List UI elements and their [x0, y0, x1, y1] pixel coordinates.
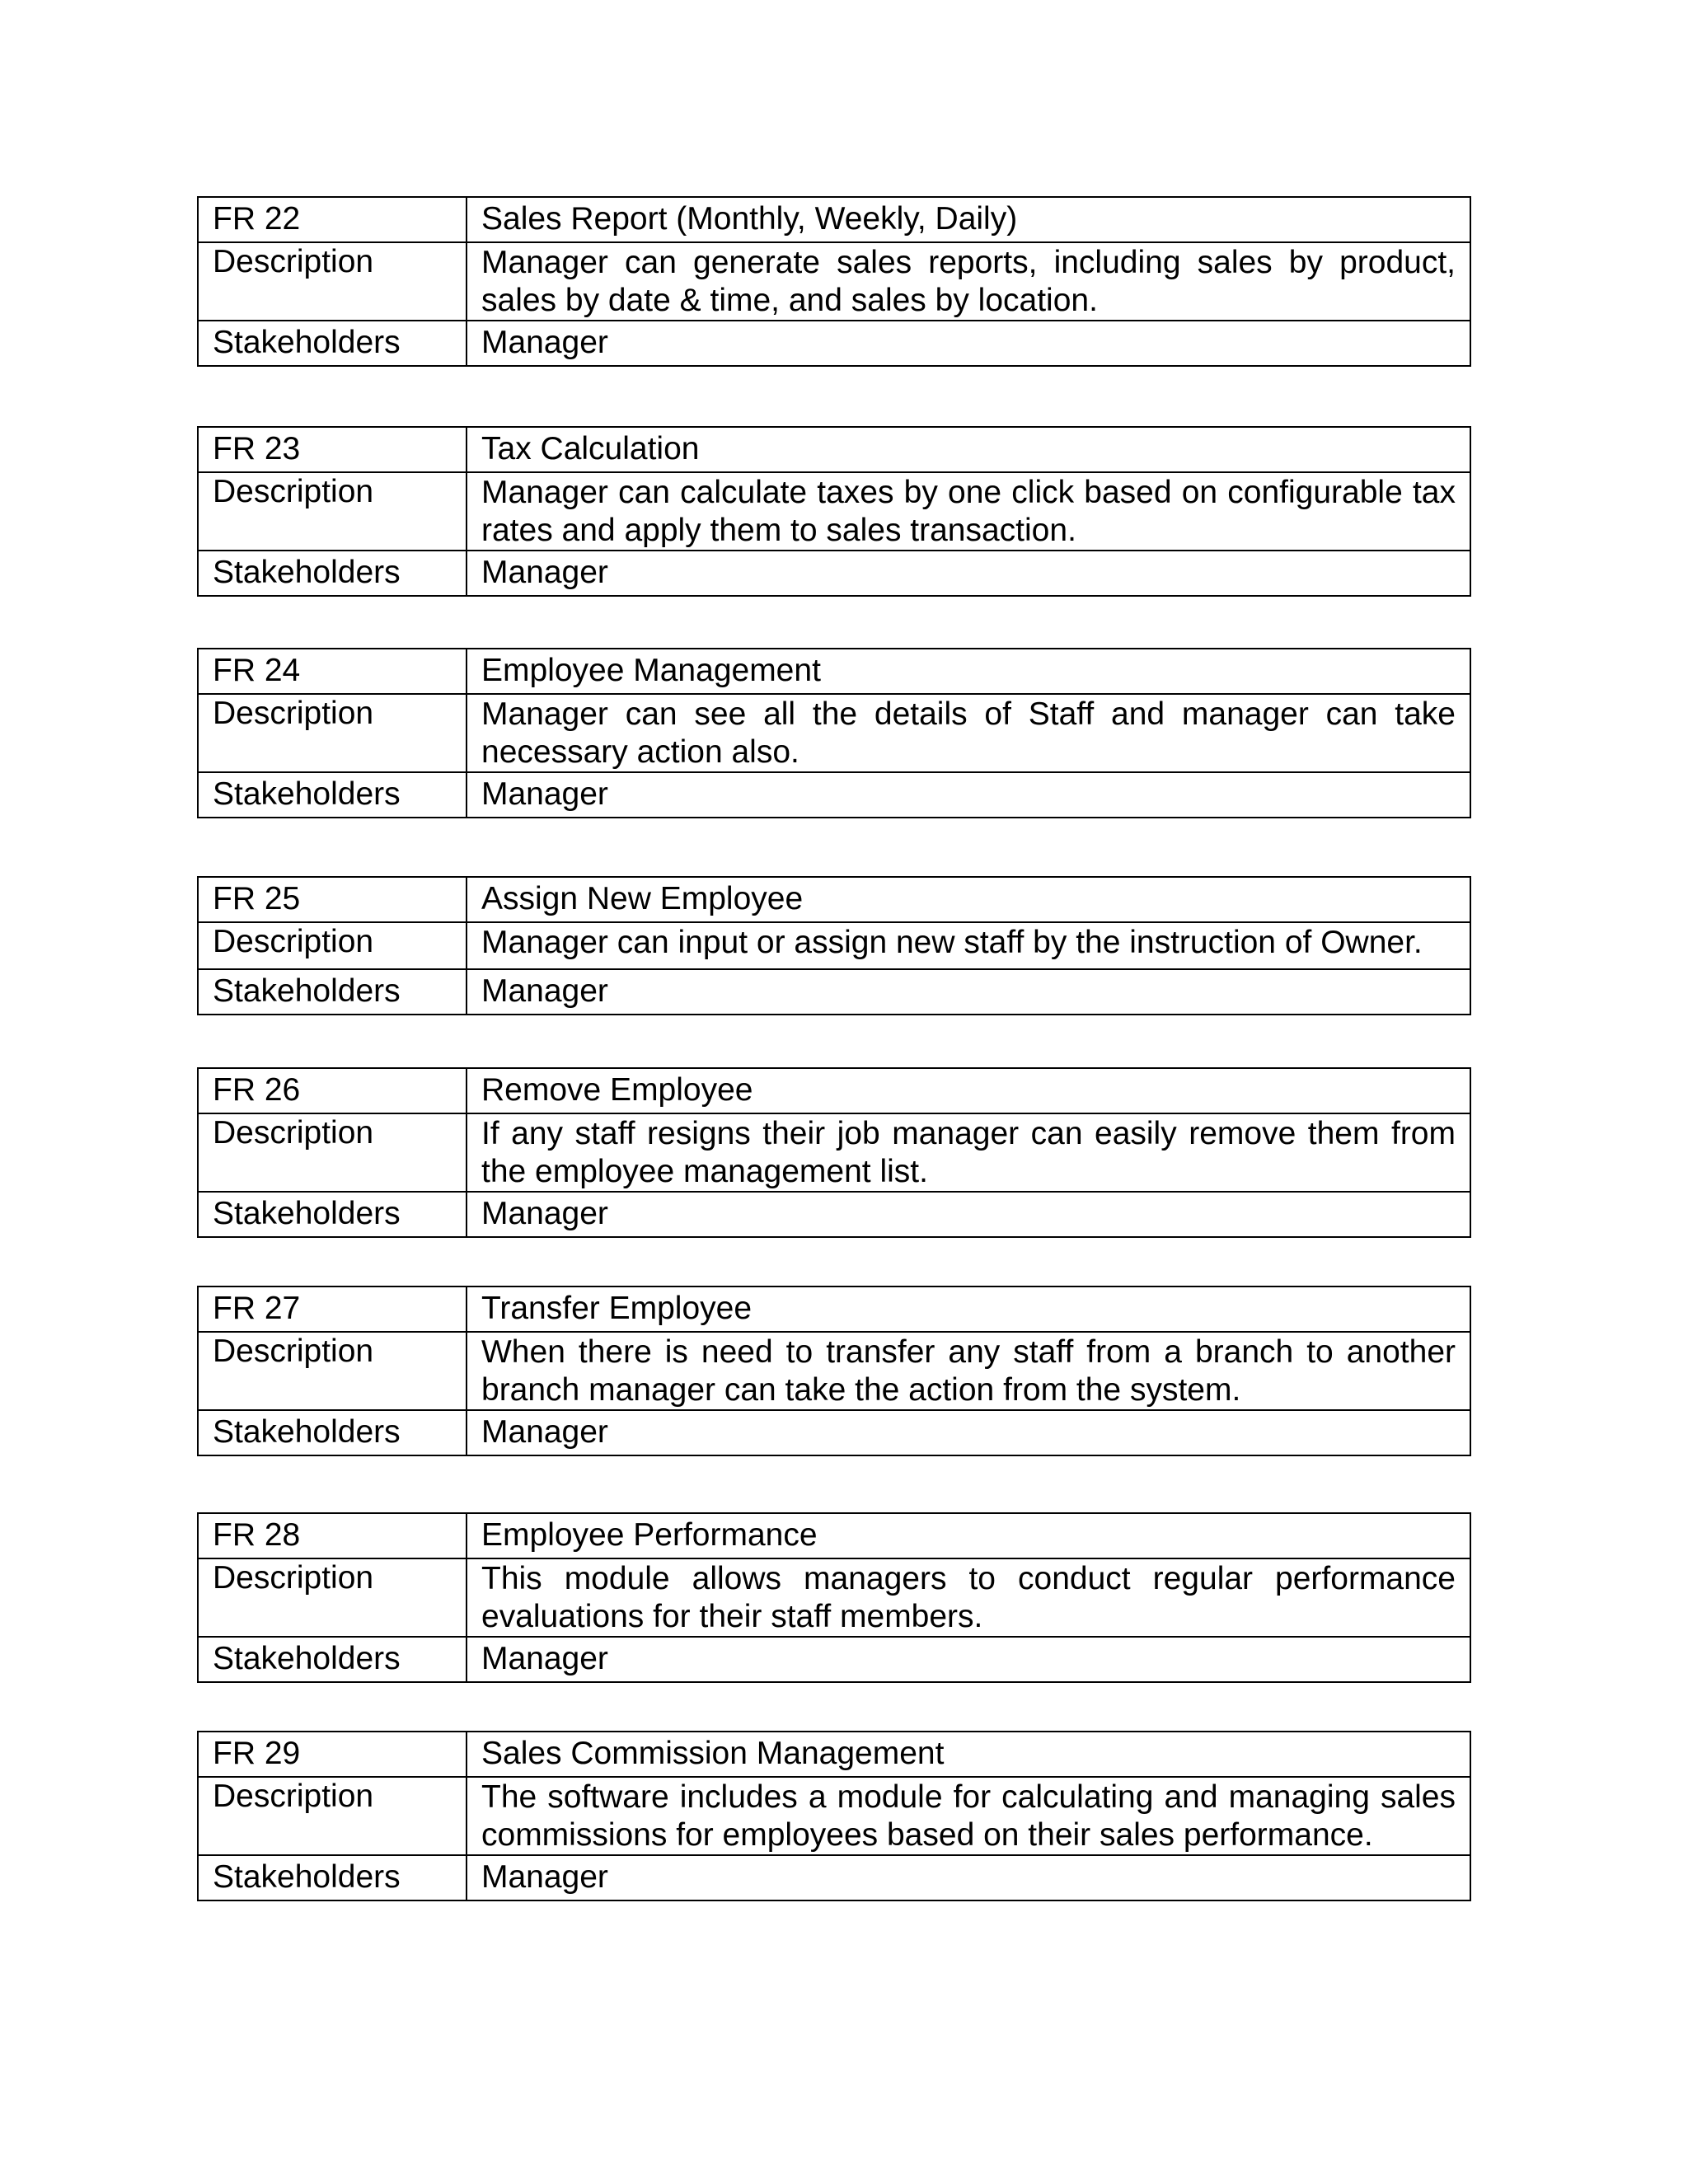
requirement-header-row — [198, 1068, 1470, 1113]
description-label: Description — [213, 924, 374, 959]
requirement-description-row — [198, 694, 1470, 772]
requirement-id: FR 24 — [213, 653, 301, 688]
requirement-table-fr23 — [197, 426, 1471, 597]
requirement-description-row — [198, 472, 1470, 551]
description-text: The software includes a module for calculating and managing sales commissions for employees based on their sales performance. — [481, 1779, 1456, 1853]
stakeholders-cell — [467, 1855, 1470, 1900]
requirement-stakeholders-row — [198, 1192, 1470, 1237]
requirement-id: FR 28 — [213, 1517, 301, 1553]
requirement-table-fr29 — [197, 1731, 1471, 1901]
description-label: Description — [213, 244, 374, 279]
requirement-stakeholders-row — [198, 1637, 1470, 1682]
stakeholders-value: Manager — [481, 325, 608, 360]
description-label-cell — [198, 242, 467, 321]
requirement-description-row — [198, 242, 1470, 321]
stakeholders-label: Stakeholders — [213, 1414, 401, 1450]
requirement-id-cell — [198, 197, 467, 242]
description-cell — [467, 694, 1470, 772]
requirement-title-cell — [467, 427, 1470, 472]
requirement-title-cell — [467, 877, 1470, 922]
description-label-cell — [198, 1332, 467, 1410]
requirement-title-cell — [467, 1068, 1470, 1113]
stakeholders-label: Stakeholders — [213, 1641, 401, 1676]
description-cell — [467, 242, 1470, 321]
requirement-title-cell — [467, 649, 1470, 694]
requirement-table-fr26 — [197, 1067, 1471, 1238]
description-text: Manager can input or assign new staff by the instruction of Owner. — [481, 925, 1423, 960]
requirement-stakeholders-row — [198, 969, 1470, 1015]
requirement-title: Employee Performance — [481, 1517, 818, 1553]
requirement-description-row — [198, 922, 1470, 969]
description-label-cell — [198, 1558, 467, 1637]
requirement-id-cell — [198, 1068, 467, 1113]
description-cell — [467, 1113, 1470, 1192]
description-cell — [467, 1558, 1470, 1637]
stakeholders-label: Stakeholders — [213, 325, 401, 360]
requirement-id-cell — [198, 649, 467, 694]
stakeholders-value: Manager — [481, 555, 608, 590]
requirement-id-cell — [198, 877, 467, 922]
requirement-description-row — [198, 1558, 1470, 1637]
requirement-title: Employee Management — [481, 653, 821, 688]
stakeholders-label-cell — [198, 321, 467, 366]
stakeholders-cell — [467, 321, 1470, 366]
description-text: Manager can generate sales reports, including sales by product, sales by date & time, and sales by location. — [481, 245, 1456, 318]
description-text: When there is need to transfer any staff from a branch to another branch manager can take the action from the system. — [481, 1334, 1456, 1408]
stakeholders-value: Manager — [481, 1859, 608, 1895]
stakeholders-label: Stakeholders — [213, 1196, 401, 1231]
requirement-description-row — [198, 1777, 1470, 1855]
description-cell — [467, 472, 1470, 551]
stakeholders-label-cell — [198, 1855, 467, 1900]
requirement-stakeholders-row — [198, 321, 1470, 366]
description-text: If any staff resigns their job manager can easily remove them from the employee management list. — [481, 1116, 1456, 1189]
requirement-id: FR 26 — [213, 1072, 301, 1108]
requirement-stakeholders-row — [198, 551, 1470, 596]
requirement-description-row — [198, 1332, 1470, 1410]
requirement-title-cell — [467, 1732, 1470, 1777]
requirement-stakeholders-row — [198, 1410, 1470, 1455]
requirement-id: FR 29 — [213, 1736, 301, 1771]
requirement-header-row — [198, 427, 1470, 472]
requirement-table-fr22 — [197, 196, 1471, 367]
requirement-id: FR 27 — [213, 1291, 301, 1326]
description-label-cell — [198, 472, 467, 551]
description-text: Manager can see all the details of Staff and manager can take necessary action also. — [481, 696, 1456, 770]
requirement-table-fr28 — [197, 1512, 1471, 1683]
stakeholders-cell — [467, 551, 1470, 596]
requirement-id: FR 25 — [213, 881, 301, 916]
requirement-title: Assign New Employee — [481, 881, 804, 916]
stakeholders-cell — [467, 1410, 1470, 1455]
description-label: Description — [213, 1779, 374, 1814]
stakeholders-label: Stakeholders — [213, 973, 401, 1009]
description-label-cell — [198, 1113, 467, 1192]
description-label: Description — [213, 1333, 374, 1369]
requirement-id: FR 23 — [213, 431, 301, 466]
stakeholders-label-cell — [198, 772, 467, 818]
description-cell — [467, 922, 1470, 969]
requirement-id-cell — [198, 1732, 467, 1777]
description-label: Description — [213, 696, 374, 731]
requirement-table-fr25 — [197, 876, 1471, 1015]
stakeholders-value: Manager — [481, 973, 608, 1009]
description-text: This module allows managers to conduct regular performance evaluations for their staff members. — [481, 1561, 1456, 1634]
stakeholders-label: Stakeholders — [213, 776, 401, 812]
stakeholders-label-cell — [198, 1410, 467, 1455]
stakeholders-cell — [467, 1192, 1470, 1237]
requirement-id-cell — [198, 1513, 467, 1558]
requirement-title: Transfer Employee — [481, 1291, 753, 1326]
requirement-table-fr27 — [197, 1286, 1471, 1456]
description-label: Description — [213, 474, 374, 509]
stakeholders-label-cell — [198, 1192, 467, 1237]
requirement-id-cell — [198, 1286, 467, 1332]
requirement-title-cell — [467, 197, 1470, 242]
requirement-header-row — [198, 1513, 1470, 1558]
requirement-header-row — [198, 877, 1470, 922]
requirement-title: Tax Calculation — [481, 431, 700, 466]
stakeholders-label: Stakeholders — [213, 555, 401, 590]
description-cell — [467, 1332, 1470, 1410]
description-label: Description — [213, 1115, 374, 1151]
requirement-id-cell — [198, 427, 467, 472]
stakeholders-label-cell — [198, 1637, 467, 1682]
stakeholders-label-cell — [198, 551, 467, 596]
requirement-id: FR 22 — [213, 201, 301, 237]
description-text: Manager can calculate taxes by one click based on configurable tax rates and apply them to sales transaction. — [481, 475, 1456, 548]
stakeholders-cell — [467, 1637, 1470, 1682]
requirement-title-cell — [467, 1286, 1470, 1332]
requirement-header-row — [198, 1286, 1470, 1332]
stakeholders-value: Manager — [481, 1641, 608, 1676]
requirement-stakeholders-row — [198, 1855, 1470, 1900]
description-cell — [467, 1777, 1470, 1855]
requirement-title: Remove Employee — [481, 1072, 753, 1108]
stakeholders-value: Manager — [481, 776, 608, 812]
description-label: Description — [213, 1560, 374, 1596]
stakeholders-value: Manager — [481, 1414, 608, 1450]
requirement-table-fr24 — [197, 648, 1471, 818]
stakeholders-cell — [467, 969, 1470, 1015]
requirement-title: Sales Report (Monthly, Weekly, Daily) — [481, 201, 1018, 237]
description-label-cell — [198, 922, 467, 969]
requirement-stakeholders-row — [198, 772, 1470, 818]
stakeholders-label: Stakeholders — [213, 1859, 401, 1895]
stakeholders-label-cell — [198, 969, 467, 1015]
requirement-header-row — [198, 197, 1470, 242]
requirement-title-cell — [467, 1513, 1470, 1558]
requirement-header-row — [198, 649, 1470, 694]
stakeholders-cell — [467, 772, 1470, 818]
requirement-description-row — [198, 1113, 1470, 1192]
requirement-header-row — [198, 1732, 1470, 1777]
description-label-cell — [198, 1777, 467, 1855]
requirement-title: Sales Commission Management — [481, 1736, 945, 1771]
description-label-cell — [198, 694, 467, 772]
stakeholders-value: Manager — [481, 1196, 608, 1231]
